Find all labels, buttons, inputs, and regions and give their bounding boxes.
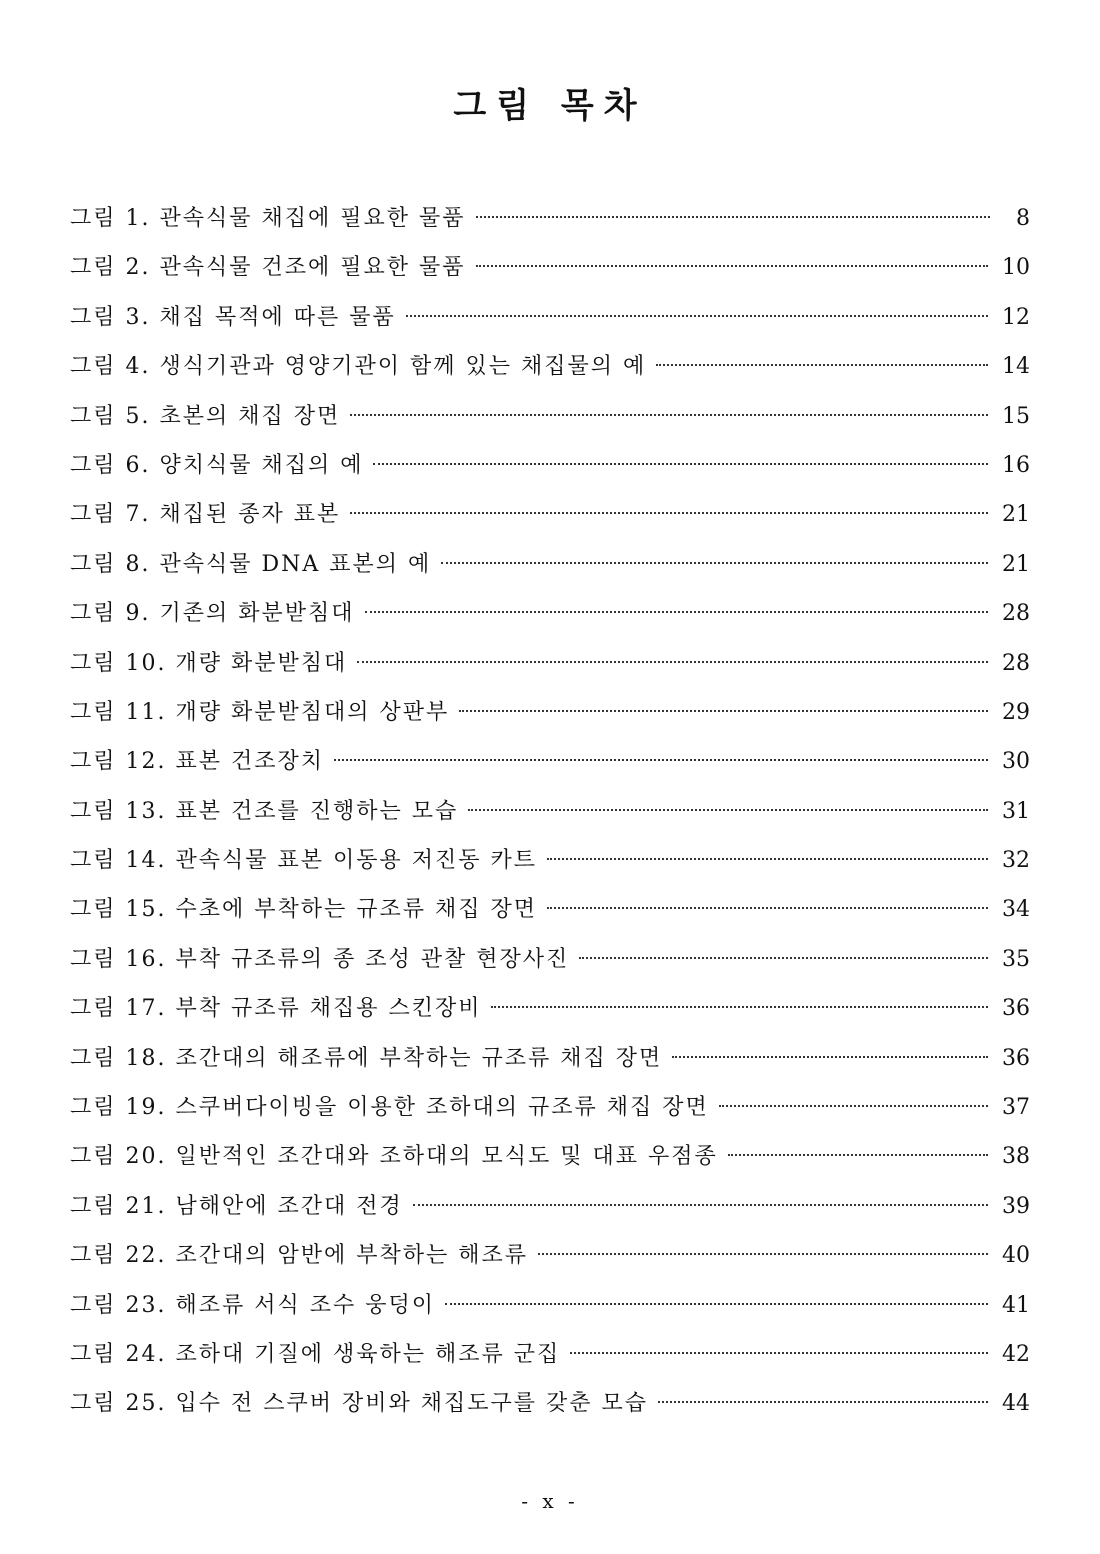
entry-page: 42 [1002, 1341, 1030, 1367]
entry-label: 그림 1. 관속식물 채집에 필요한 물품 [70, 206, 466, 231]
dot-leader [728, 1152, 988, 1156]
entry-label: 그림 15. 수초에 부착하는 규조류 채집 장면 [70, 897, 537, 923]
toc-entry[interactable] [70, 589, 1030, 638]
toc-entry[interactable] [70, 1132, 1030, 1181]
entry-page: 15 [1002, 403, 1030, 429]
toc-entry[interactable] [70, 935, 1030, 984]
entry-label: 그림 23. 해조류 서식 조수 웅덩이 [70, 1292, 435, 1318]
entry-page: 8 [1016, 206, 1030, 231]
entry-label: 그림 17. 부착 규조류 채집용 스킨장비 [70, 996, 482, 1022]
dot-leader [547, 856, 988, 860]
entry-label: 그림 3. 채집 목적에 따른 물품 [70, 304, 396, 330]
dot-leader [476, 263, 989, 267]
entry-page: 30 [1002, 749, 1030, 775]
toc-entry[interactable] [70, 1281, 1030, 1330]
entry-label: 그림 8. 관속식물 DNA 표본의 예 [70, 551, 432, 577]
toc-entry[interactable] [70, 1182, 1030, 1231]
page-title: 그림 목차 [453, 86, 647, 126]
dot-leader [441, 560, 988, 564]
dot-leader [468, 807, 988, 811]
entry-page: 16 [1002, 452, 1030, 478]
entry-page: 10 [1002, 255, 1030, 281]
toc-entry[interactable] [70, 688, 1030, 737]
entry-page: 31 [1002, 798, 1030, 824]
entry-label: 그림 9. 기존의 화분받침대 [70, 601, 355, 627]
dot-leader [719, 1103, 988, 1107]
toc-entry[interactable] [70, 885, 1030, 934]
dot-leader [491, 1004, 988, 1008]
entry-page: 39 [1002, 1193, 1030, 1219]
entry-page: 36 [1002, 1045, 1030, 1071]
toc-entry[interactable] [70, 639, 1030, 688]
entry-page: 34 [1002, 897, 1030, 923]
entry-label: 그림 14. 관속식물 표본 이동용 저진동 카트 [70, 848, 537, 874]
dot-leader [365, 609, 989, 613]
toc-entry[interactable] [70, 441, 1030, 490]
dot-leader [459, 708, 988, 712]
dot-leader [656, 362, 988, 366]
entry-page: 21 [1002, 502, 1030, 528]
entry-page: 21 [1002, 551, 1030, 577]
entry-label: 그림 18. 조간대의 해조류에 부착하는 규조류 채집 장면 [70, 1045, 663, 1071]
toc-entry[interactable] [70, 1034, 1030, 1083]
entry-label: 그림 7. 채집된 종자 표본 [70, 502, 341, 528]
entry-page: 36 [1002, 996, 1030, 1022]
toc-entry[interactable] [70, 194, 1030, 243]
dot-leader [579, 955, 988, 959]
dot-leader [547, 905, 988, 909]
dot-leader [476, 214, 991, 218]
entry-label: 그림 19. 스쿠버다이빙을 이용한 조하대의 규조류 채집 장면 [70, 1095, 709, 1121]
toc-entry[interactable] [70, 836, 1030, 885]
dot-leader [406, 313, 988, 317]
entry-page: 28 [1002, 601, 1030, 627]
dot-leader [350, 412, 988, 416]
entry-page: 29 [1002, 699, 1030, 725]
entry-label: 그림 6. 양치식물 채집의 예 [70, 452, 364, 478]
entry-label: 그림 22. 조간대의 암반에 부착하는 해조류 [70, 1243, 528, 1269]
entry-page: 37 [1002, 1095, 1030, 1121]
entry-page: 40 [1002, 1243, 1030, 1269]
entry-label: 그림 5. 초본의 채집 장면 [70, 403, 341, 429]
dot-leader [334, 757, 988, 761]
dot-leader [538, 1251, 988, 1255]
figure-list [70, 194, 1030, 1429]
toc-entry[interactable] [70, 1231, 1030, 1280]
dot-leader [445, 1301, 988, 1305]
toc-entry[interactable] [70, 1083, 1030, 1132]
dot-leader [413, 1202, 988, 1206]
dot-leader [357, 659, 988, 663]
entry-page: 32 [1002, 848, 1030, 874]
entry-label: 그림 11. 개량 화분받침대의 상판부 [70, 699, 450, 725]
toc-entry[interactable] [70, 737, 1030, 786]
dot-leader [373, 461, 988, 465]
toc-entry[interactable] [70, 984, 1030, 1033]
toc-entry[interactable] [70, 342, 1030, 391]
entry-page: 38 [1002, 1144, 1030, 1170]
entry-label: 그림 24. 조하대 기질에 생육하는 해조류 군집 [70, 1341, 561, 1367]
entry-label: 그림 2. 관속식물 건조에 필요한 물품 [70, 255, 466, 281]
entry-page: 35 [1002, 946, 1030, 972]
entry-label: 그림 21. 남해안에 조간대 전경 [70, 1193, 403, 1219]
entry-page: 28 [1002, 650, 1030, 676]
toc-entry[interactable] [70, 293, 1030, 342]
toc-entry[interactable] [70, 540, 1030, 589]
page-number: - x - [521, 1489, 579, 1513]
toc-entry[interactable] [70, 243, 1030, 292]
entry-page: 41 [1002, 1292, 1030, 1318]
entry-label: 그림 13. 표본 건조를 진행하는 모습 [70, 798, 459, 824]
entry-page: 12 [1002, 304, 1030, 330]
toc-entry[interactable] [70, 392, 1030, 441]
entry-page: 44 [1002, 1391, 1030, 1417]
dot-leader [350, 510, 988, 514]
toc-entry[interactable] [70, 787, 1030, 836]
toc-entry[interactable] [70, 1330, 1030, 1379]
entry-label: 그림 25. 입수 전 스쿠버 장비와 채집도구를 갖춘 모습 [70, 1391, 648, 1417]
entry-page: 14 [1002, 354, 1030, 380]
entry-label: 그림 4. 생식기관과 영양기관이 함께 있는 채집물의 예 [70, 354, 647, 380]
dot-leader [570, 1350, 988, 1354]
dot-leader [658, 1399, 988, 1403]
toc-entry[interactable] [70, 1379, 1030, 1428]
toc-entry[interactable] [70, 490, 1030, 539]
entry-label: 그림 16. 부착 규조류의 종 조성 관찰 현장사진 [70, 946, 570, 972]
entry-label: 그림 10. 개량 화분받침대 [70, 650, 348, 676]
entry-label: 그림 12. 표본 건조장치 [70, 749, 324, 775]
dot-leader [672, 1054, 988, 1058]
entry-label: 그림 20. 일반적인 조간대와 조하대의 모식도 및 대표 우점종 [70, 1144, 718, 1170]
